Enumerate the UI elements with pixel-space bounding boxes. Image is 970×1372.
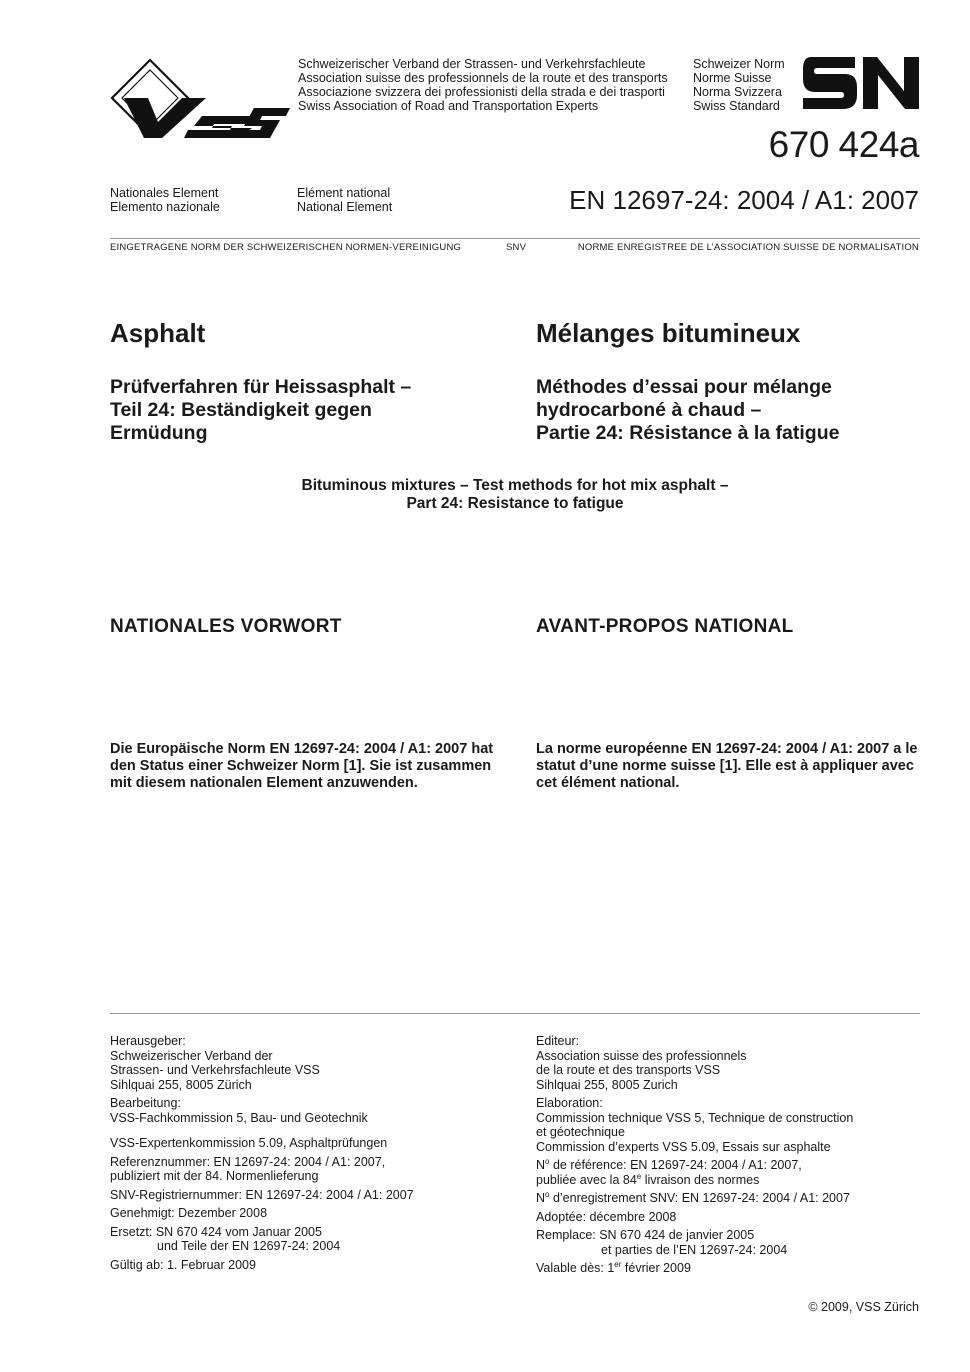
element-label: National Element [297, 200, 393, 214]
registry-de: EINGETRAGENE NORM DER SCHWEIZERISCHEN NORMEN-VEREINIGUNG [110, 242, 462, 253]
org-line: Swiss Association of Road and Transportation Experts [298, 99, 599, 113]
publisher-label: Herausgeber: [110, 1034, 186, 1048]
reference-line: Referenznummer: EN 12697-24: 2004 / A1: 2007, [110, 1154, 386, 1169]
reference-line: $N^o$ de référence: EN 12697-24: 2004 / A1: 2007, [536, 1156, 802, 1172]
publisher-line: de la route et des transports VSS [536, 1063, 721, 1077]
norm-line: Swiss Standard [693, 99, 780, 113]
registry-snv: SNV [506, 242, 527, 253]
element-col-1 [110, 186, 220, 214]
foreword-line: den Status einer Schweizer Norm [1]. Sie ist zusammen [110, 758, 492, 774]
header-divider [110, 238, 920, 239]
adopted-date: Adoptée: décembre 2008 [536, 1209, 677, 1224]
title-fr: Mélanges bitumineux [536, 318, 801, 348]
publisher-line: Sihlquai 255, 8005 Zurich [536, 1077, 678, 1092]
subtitle-en [110, 477, 920, 513]
foreword-text-de [110, 741, 493, 792]
subtitle-line: Teil 24: Beständigkeit gegen [110, 399, 372, 421]
org-line: Schweizerischer Verband der Strassen- und Verkehrsfachleute [298, 57, 646, 71]
subtitle-fr [536, 376, 839, 445]
foreword-line: Die Europäische Norm EN 12697-24: 2004 / A1: 2007 hat [110, 741, 494, 757]
publisher-line: Schweizerischer Verband der [110, 1048, 273, 1063]
sn-logo [803, 57, 919, 109]
replaces-line: et parties de l’EN 12697-24: 2004 [601, 1242, 788, 1257]
snv-number: SNV-Registriernummer: EN 12697-24: 2004 / A1: 2007 [110, 1187, 414, 1202]
publisher-label: Editeur: [536, 1034, 580, 1048]
replaces-line: und Teile der EN 12697-24: 2004 [157, 1239, 341, 1253]
foreword-line: La norme européenne EN 12697-24: 2004 / A1: 2007 a le [536, 741, 918, 757]
subtitle-line: Partie 24: Résistance à la fatigue [536, 422, 840, 444]
norm-type-block [693, 57, 785, 113]
replaces-line: Ersetzt: SN 670 424 vom Januar 2005 [110, 1224, 322, 1239]
copyright: © 2009, VSS Zürich [808, 1300, 919, 1314]
title-de: Asphalt [110, 318, 206, 348]
processing-label: Bearbeitung: [110, 1096, 181, 1110]
foreword-line: mit diesem nationalen Element anzuwenden. [110, 775, 418, 791]
foreword-heading-de: NATIONALES VORWORT [110, 616, 342, 637]
org-line: Associazione svizzera dei professionisti della strada e dei trasporti [298, 85, 665, 99]
expert-commission: VSS-Expertenkommission 5.09, Asphaltprüfungen [110, 1136, 388, 1150]
expert-commission: Commission d’experts VSS 5.09, Essais sur asphalte [536, 1139, 831, 1154]
org-name-block [298, 57, 668, 113]
footer-fr [536, 1034, 853, 1276]
element-label: Nationales Element [110, 186, 219, 200]
valid-from: Valable dès: 1er février 2009 [536, 1259, 691, 1275]
norm-line: Norme Suisse [693, 71, 772, 85]
element-label: Elemento nazionale [110, 200, 220, 214]
norm-line: Norma Svizzera [693, 85, 782, 99]
snv-number: $N^o$ d’enregistrement SNV: EN 12697-24: 2004 / A1: 2007 [536, 1189, 850, 1205]
approved-date: Genehmigt: Dezember 2008 [110, 1206, 268, 1220]
publisher-line: Association suisse des professionnels [536, 1048, 747, 1063]
subtitle-line: hydrocarboné à chaud – [536, 399, 762, 421]
foreword-text-fr [536, 741, 917, 792]
publisher-line: Sihlquai 255, 8005 Zürich [110, 1077, 252, 1092]
subtitle-line: Bituminous mixtures – Test methods for hot mix asphalt – [301, 477, 729, 494]
subtitle-line: Méthodes d’essai pour mélange [536, 376, 832, 398]
foreword-line: statut d’une norme suisse [1]. Elle est à appliquer avec [536, 758, 914, 774]
replaces-line: Remplace: SN 670 424 de janvier 2005 [536, 1228, 755, 1242]
subtitle-line: Ermüdung [110, 422, 208, 444]
element-label: Elément national [297, 186, 391, 200]
elaboration-line: Commission technique VSS 5, Technique de construction [536, 1110, 854, 1125]
valid-from: Gültig ab: 1. Februar 2009 [110, 1257, 256, 1272]
foreword-heading-fr: AVANT-PROPOS NATIONAL [536, 616, 794, 637]
standard-number: 670 424a [768, 124, 919, 165]
footer-de [110, 1034, 414, 1272]
registry-fr: NORME ENREGISTREE DE L’ASSOCIATION SUISSE DE NORMALISATION [577, 242, 919, 253]
footer-divider [110, 1013, 920, 1014]
publisher-line: Strassen- und Verkehrsfachleute VSS [110, 1063, 320, 1077]
foreword-line: cet élément national. [536, 775, 680, 791]
subtitle-line: Part 24: Resistance to fatigue [406, 495, 624, 512]
processing-line: VSS-Fachkommission 5, Bau- und Geotechnik [110, 1110, 368, 1125]
subtitle-de [110, 376, 411, 445]
elaboration-label: Elaboration: [536, 1096, 603, 1110]
subtitle-line: Prüfverfahren für Heissasphalt – [110, 376, 412, 398]
reference-line: publiziert mit der 84. Normenlieferung [110, 1169, 319, 1183]
element-col-2 [297, 186, 392, 214]
org-line: Association suisse des professionnels de la route et des transports [298, 71, 668, 85]
norm-line: Schweizer Norm [693, 57, 785, 71]
vss-logo [110, 58, 290, 140]
elaboration-line: et géotechnique [536, 1125, 625, 1139]
reference-line: publiée avec la 84e livraison des normes [536, 1171, 760, 1187]
en-reference: EN 12697-24: 2004 / A1: 2007 [569, 185, 919, 215]
